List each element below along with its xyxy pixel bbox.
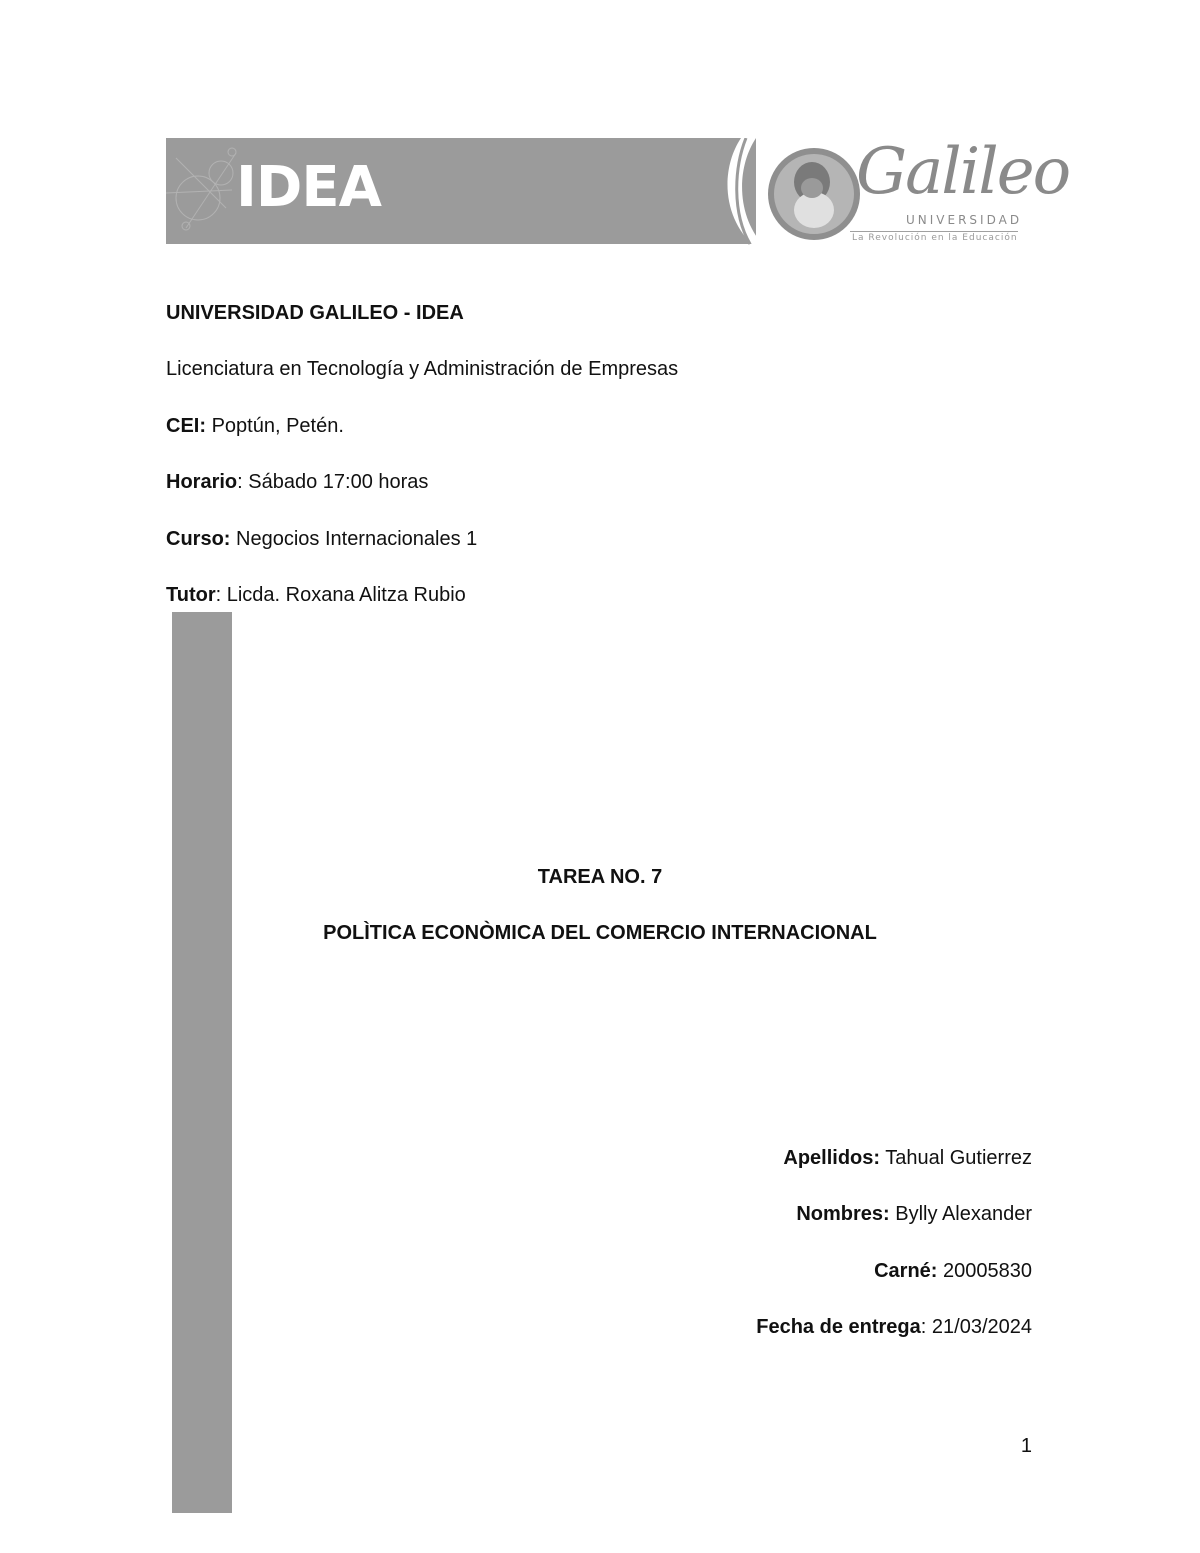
idea-logo: IDEA (236, 155, 381, 220)
horario-line (166, 470, 428, 494)
decorative-sidebar (172, 612, 232, 1513)
tutor-line (166, 583, 466, 607)
fecha-separator: : (920, 1316, 932, 1338)
apellidos-value: Tahual Gutierrez (880, 1147, 1032, 1169)
apellidos-line (783, 1146, 1032, 1170)
curso-label: Curso (166, 528, 224, 550)
galileo-portrait-icon (768, 148, 860, 240)
assignment-number: TAREA NO. 7 (537, 866, 663, 888)
assignment-title: POLÌTICA ECONÒMICA DEL COMERCIO INTERNACIONAL (323, 922, 877, 944)
header-banner (166, 135, 1070, 248)
galileo-tagline: La Revolución en la Educación (852, 233, 1018, 243)
carne-label: Carné: (874, 1260, 938, 1282)
tutor-value: Licda. Roxana Alitza Rubio (226, 584, 466, 606)
carne-line (874, 1259, 1032, 1283)
horario-value: Sábado 17:00 horas (248, 471, 429, 493)
nombres-line (796, 1202, 1032, 1226)
apellidos-label: Apellidos: (783, 1147, 881, 1169)
horario-separator: : (237, 471, 249, 493)
curso-line (166, 527, 477, 551)
page-number: 1 (1020, 1435, 1032, 1457)
tutor-label: Tutor (166, 584, 216, 606)
horario-label: Horario (166, 471, 238, 493)
nombres-value: Bylly Alexander (889, 1203, 1032, 1225)
cei-value: Poptún, Petén. (211, 415, 344, 437)
tutor-separator: : (215, 584, 227, 606)
fecha-label: Fecha de entrega (756, 1316, 921, 1338)
fecha-value: 21/03/2024 (931, 1316, 1032, 1338)
university-title: UNIVERSIDAD GALILEO - IDEA (166, 302, 464, 324)
galileo-universidad-label: UNIVERSIDAD (906, 213, 1023, 227)
cei-label: CEI (166, 415, 200, 437)
curso-separator: : (223, 528, 237, 550)
curso-value: Negocios Internacionales 1 (236, 528, 478, 550)
degree-name: Licenciatura en Tecnología y Administración de Empresas (166, 358, 679, 380)
cei-separator: : (199, 415, 212, 437)
fecha-line (756, 1315, 1032, 1339)
carne-value: 20005830 (937, 1260, 1032, 1282)
galileo-divider (850, 231, 1018, 232)
cei-line (166, 414, 344, 438)
galileo-logo: Galileo (856, 135, 1070, 209)
nombres-label: Nombres: (796, 1203, 890, 1225)
